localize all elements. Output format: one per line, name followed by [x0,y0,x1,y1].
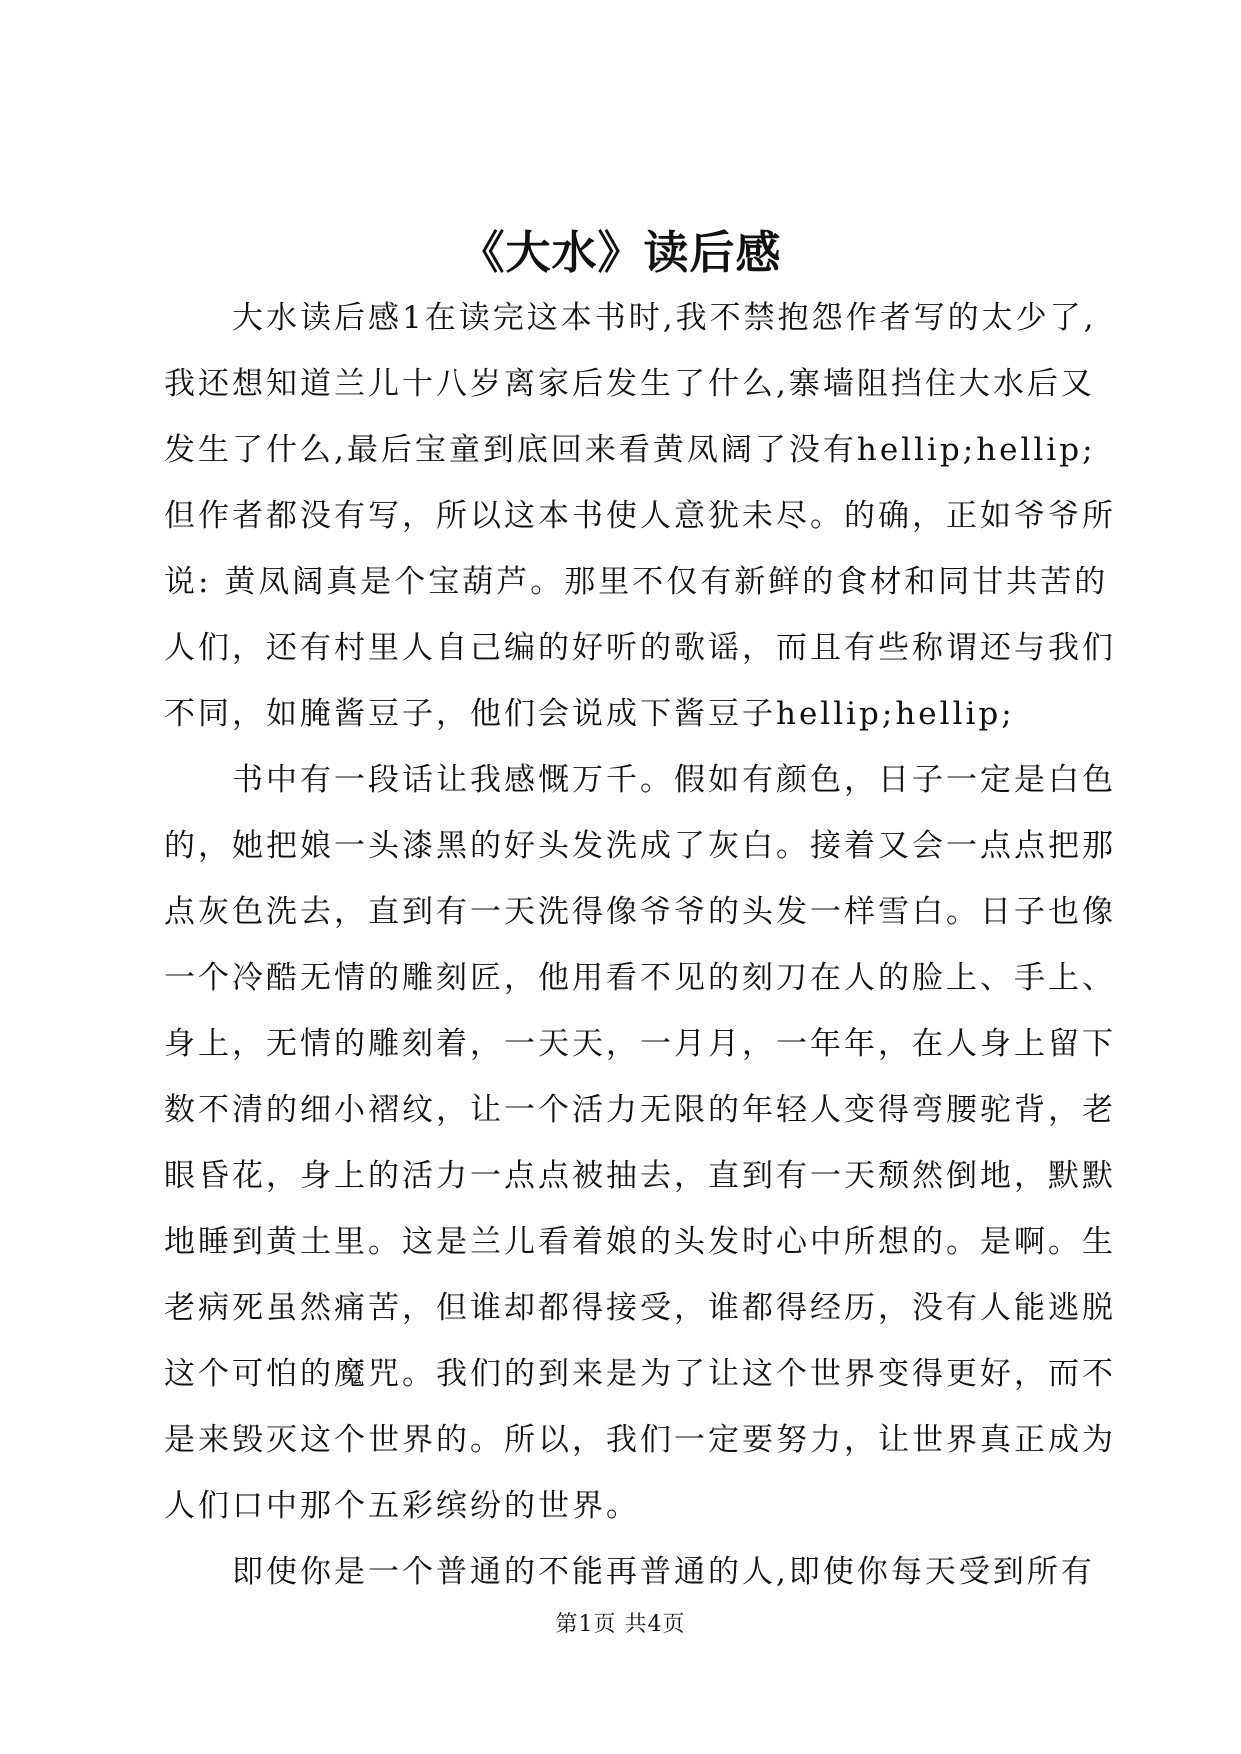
document-title: 《大水》读后感 [459,226,782,279]
text-line: 身上，无情的雕刻着，一天天，一月月，一年年，在人身上留下 [164,1026,1116,1062]
text-line: 人们，还有村里人自己编的好听的歌谣，而且有些称谓还与我们 [164,630,1116,666]
text-line: 一个冷酷无情的雕刻匠，他用看不见的刻刀在人的脸上、手上、 [164,960,1116,996]
document-body [164,285,1116,1605]
text-line: 但作者都没有写，所以这本书使人意犹未尽。的确，正如爷爷所 [164,498,1116,534]
text-line: 说: 黄凤阔真是个宝葫芦。那里不仅有新鲜的食材和同甘共苦的 [164,564,1109,600]
text-line: 点灰色洗去，直到有一天洗得像爷爷的头发一样雪白。日子也像 [164,894,1116,930]
text-line: 即使你是一个普通的不能再普通的人,即使你每天受到所有 [232,1554,1095,1590]
text-line: 数不清的细小褶纹，让一个活力无限的年轻人变得弯腰驼背，老 [164,1092,1116,1128]
text-line: 人们口中那个五彩缤纷的世界。 [164,1488,640,1524]
text-line: 不同，如腌酱豆子，他们会说成下酱豆子hellip;hellip; [164,696,1015,732]
text-line: 这个可怕的魔咒。我们的到来是为了让这个世界变得更好，而不 [164,1356,1116,1392]
text-line: 书中有一段话让我感慨万千。假如有颜色，日子一定是白色 [232,762,1116,798]
text-line: 老病死虽然痛苦，但谁却都得接受，谁都得经历，没有人能逃脱 [164,1290,1116,1326]
text-line: 地睡到黄土里。这是兰儿看着娘的头发时心中所想的。是啊。生 [164,1224,1116,1260]
text-line: 我还想知道兰儿十八岁离家后发生了什么,寨墙阻挡住大水后又 [164,366,1095,402]
text-line: 眼昏花，身上的活力一点点被抽去，直到有一天颓然倒地，默默 [164,1158,1116,1194]
page-footer: 第1页 共4页 [555,1612,686,1637]
text-line: 发生了什么,最后宝童到底回来看黄凤阔了没有hellip;hellip; [164,432,1096,468]
text-line: 是来毁灭这个世界的。所以，我们一定要努力，让世界真正成为 [164,1422,1116,1458]
text-line: 的，她把娘一头漆黑的好头发洗成了灰白。接着又会一点点把那 [164,828,1116,864]
text-line: 大水读后感1在读完这本书时,我不禁抱怨作者写的太少了, [232,300,1097,336]
